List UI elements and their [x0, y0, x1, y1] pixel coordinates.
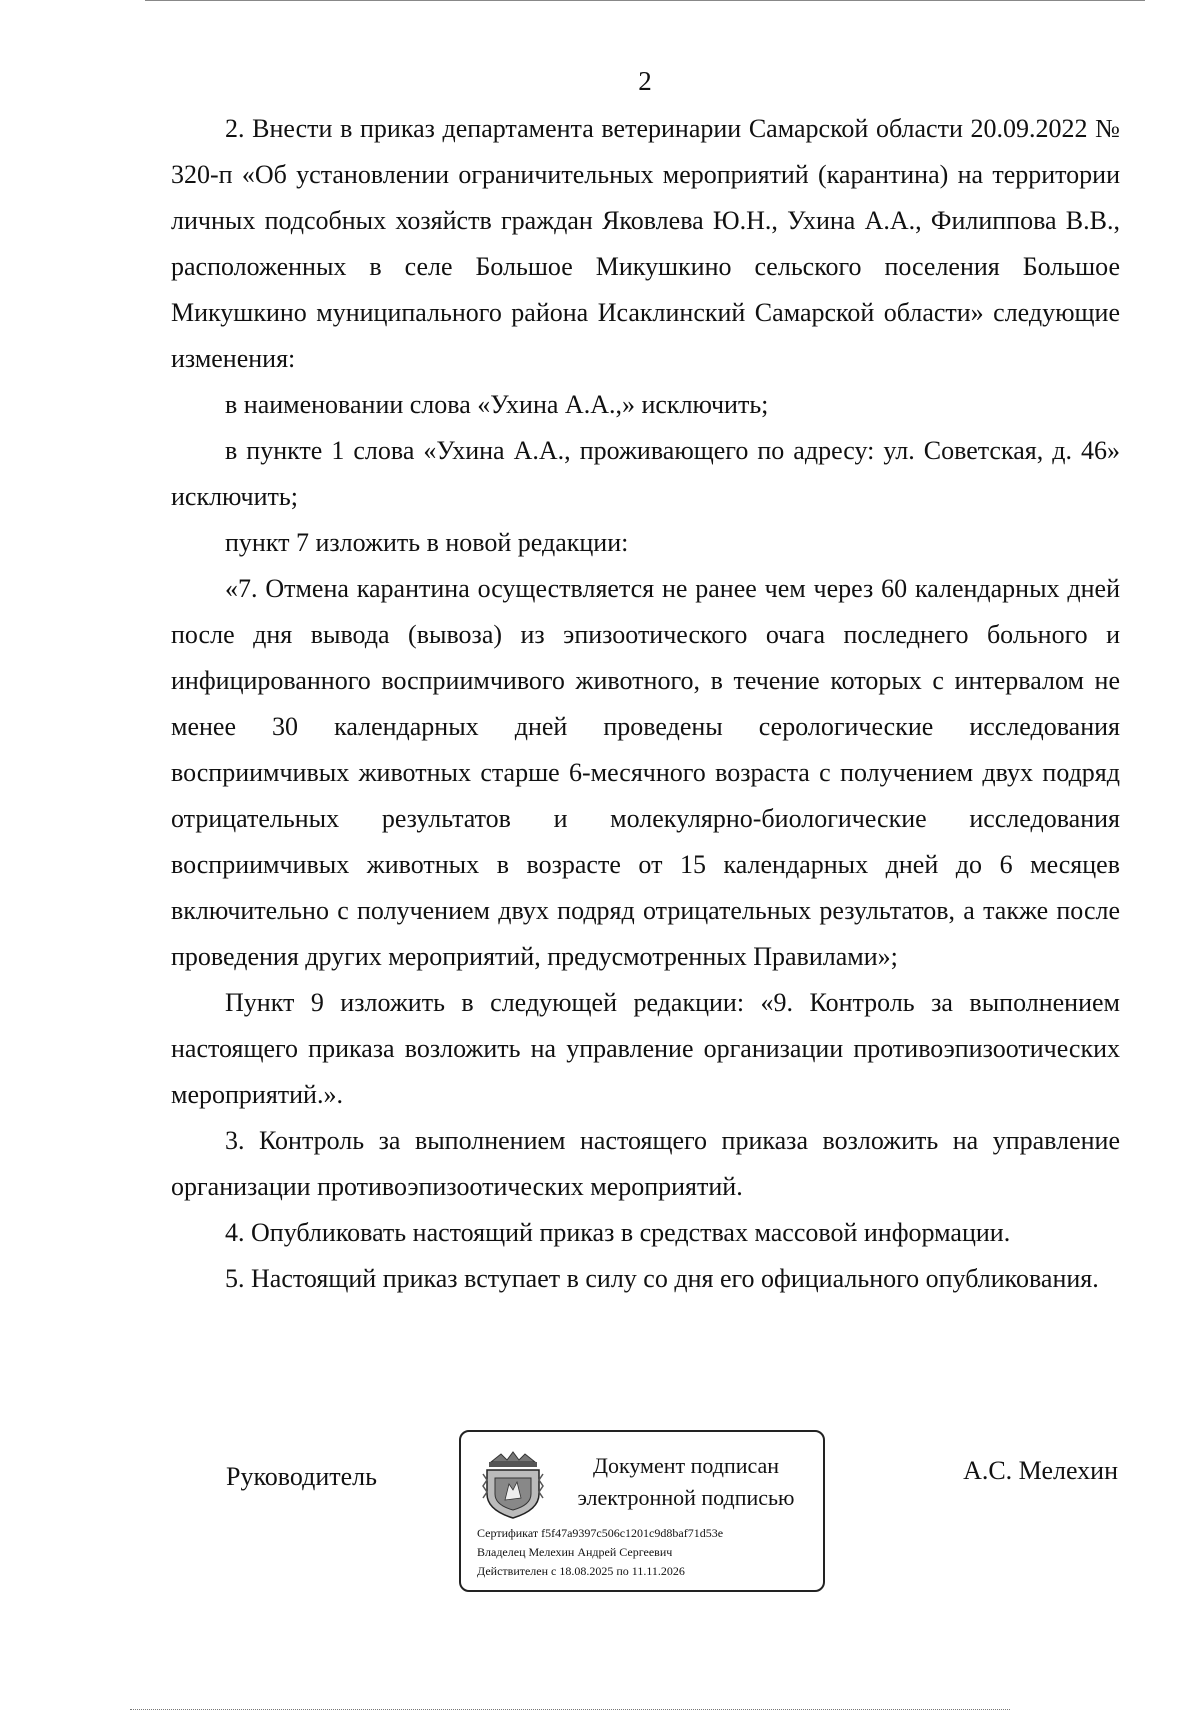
paragraph-item-5: 5. Настоящий приказ вступает в силу со дня его официального опубликования.	[225, 1264, 1099, 1293]
bottom-scan-edge	[130, 1709, 1010, 1710]
signer-name: А.С. Мелехин	[963, 1456, 1118, 1485]
paragraph-point-7-intro: пункт 7 изложить в новой редакции:	[225, 528, 629, 557]
electronic-signature-stamp	[459, 1430, 825, 1592]
document-body	[171, 106, 1120, 1302]
paragraph-point-1: в пункте 1 слова «Ухина А.А., проживающего по адресу: ул. Советская, д. 46» исключить;	[171, 436, 1120, 511]
stamp-title-line-2: электронной подписью	[577, 1485, 795, 1510]
stamp-certificate: Сертификат f5f47a9397c506c1201c9d8baf71d53e	[477, 1526, 724, 1540]
top-scan-edge	[145, 0, 1145, 1]
stamp-owner: Владелец Мелехин Андрей Сергеевич	[477, 1545, 673, 1559]
paragraph-item-2: 2. Внести в приказ департамента ветеринарии Самарской области 20.09.2022 № 320-п «Об установлении ограничительных мероприятий (карантина) на территории личных подсобных хозяйств граждан Яковлева Ю.Н., Ухина А.А., Филиппова В.В., расположенных в селе Большое Микушкино сельского поселения Большое Микушкино муниципального района Исаклинский Самарской области» следующие изменения:	[171, 114, 1120, 373]
signature-block	[0, 1430, 1200, 1600]
stamp-details	[477, 1524, 723, 1581]
paragraph-rename: в наименовании слова «Ухина А.А.,» исключить;	[225, 390, 769, 419]
paragraph-item-4: 4. Опубликовать настоящий приказ в средствах массовой информации.	[225, 1218, 1011, 1247]
samara-coat-of-arms-icon	[481, 1448, 545, 1520]
stamp-validity: Действителен с 18.08.2025 по 11.11.2026	[477, 1564, 685, 1578]
stamp-title	[561, 1450, 811, 1514]
signer-role: Руководитель	[226, 1462, 377, 1491]
page-number: 2	[638, 66, 652, 96]
paragraph-point-9: Пункт 9 изложить в следующей редакции: «9. Контроль за выполнением настоящего приказа возложить на управление организации противоэпизоотических мероприятий.».	[171, 988, 1120, 1109]
paragraph-item-3: 3. Контроль за выполнением настоящего приказа возложить на управление организации противоэпизоотических мероприятий.	[171, 1126, 1120, 1201]
paragraph-point-7-text: «7. Отмена карантина осуществляется не ранее чем через 60 календарных дней после дня вывода (вывоза) из эпизоотического очага последнего больного и инфицированного восприимчивого животного, в течение которых с интервалом не менее 30 календарных дней проведены серологические исследования восприимчивых животных старше 6-месячного возраста с получением двух подряд отрицательных результатов и молекулярно-биологические исследования восприимчивых животных в возрасте от 15 календарных дней до 6 месяцев включительно с получением двух подряд отрицательных результатов, а также после проведения других мероприятий, предусмотренных Правилами»;	[171, 574, 1120, 971]
stamp-title-line-1: Документ подписан	[592, 1453, 780, 1478]
